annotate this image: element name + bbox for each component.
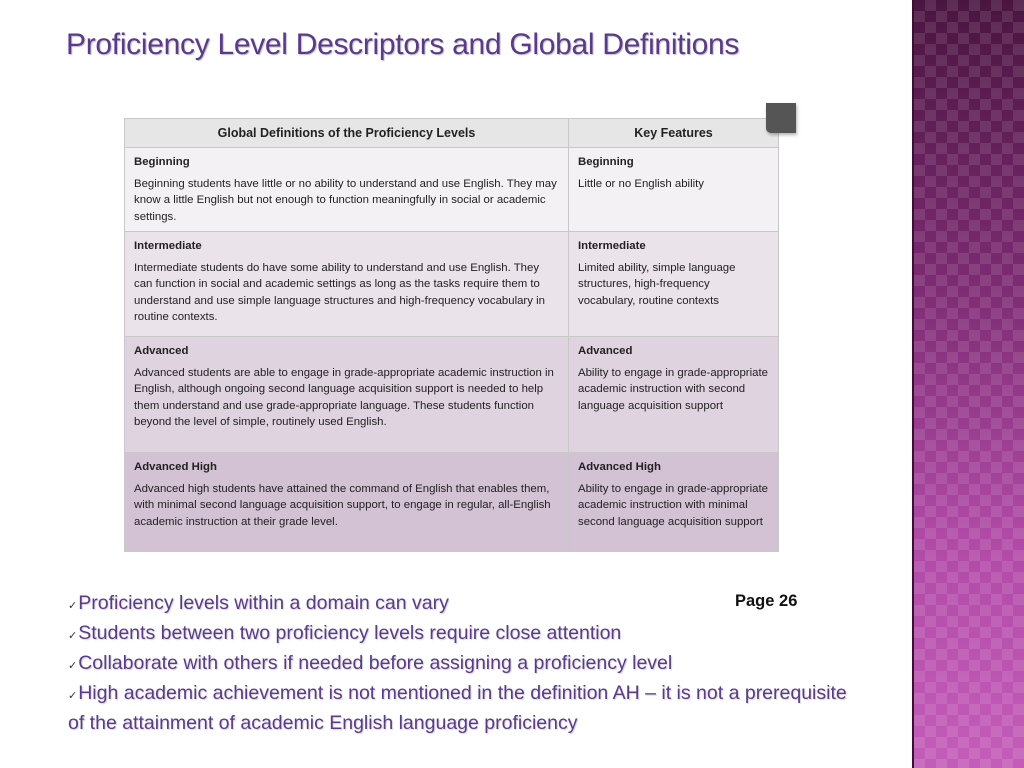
bullet-list [68,590,868,737]
header-key-features: Key Features [569,119,779,148]
table-row [125,148,779,232]
level-name: Advanced High [134,461,217,473]
key-feature-text: Ability to engage in grade-appropriate academic instruction with minimal second language acquisition support [578,482,768,528]
level-definition: Intermediate students do have some ability to understand and use English. They can function in social and academic settings as long as the tasks require them to understand and use simple language structures and high-frequency vocabulary in routine contexts. [134,261,545,323]
check-icon: ✓ [68,600,78,612]
check-icon: ✓ [68,630,78,642]
level-definition: Advanced high students have attained the command of English that enables them, with minimal second language acquisition support, to engage in regular, all-English academic instruction at their grade level. [134,482,551,528]
key-feature-cell [569,337,779,453]
check-icon: ✓ [68,690,78,702]
table-corner-tab [766,103,796,133]
definition-cell [125,232,569,337]
level-name: Intermediate [134,240,202,252]
key-level-name: Beginning [578,156,634,168]
key-feature-text: Limited ability, simple language structures, high-frequency vocabulary, routine contexts [578,261,736,307]
table-header-row [125,119,779,148]
key-feature-text: Ability to engage in grade-appropriate academic instruction with second language acquisition support [578,366,768,412]
level-name: Beginning [134,156,190,168]
definition-cell [125,148,569,232]
bullet-text: Students between two proficiency levels require close attention [78,622,622,644]
bullet-text: Proficiency levels within a domain can vary [78,592,449,614]
level-definition: Beginning students have little or no ability to understand and use English. They may know a little English but not enough to function meaningfully in social or academic settings. [134,177,557,223]
bullet-text: High academic achievement is not mentioned in the definition AH – it is not a prerequisite of the attainment of academic English language proficiency [68,682,847,734]
key-feature-cell [569,232,779,337]
bullet-text: Collaborate with others if needed before assigning a proficiency level [78,652,673,674]
table-row [125,453,779,552]
bullet-item [68,650,868,680]
slide-title: Proficiency Level Descriptors and Global Definitions [66,28,740,61]
table-row [125,232,779,337]
check-icon: ✓ [68,660,78,672]
bullet-item [68,680,868,737]
key-feature-text: Little or no English ability [578,177,704,190]
level-definition: Advanced students are able to engage in grade-appropriate academic instruction in English, although ongoing second language acquisition support is needed to help them understand and use grade-appropriate language. These students function beyond the level of simple, routinely used English. [134,366,554,428]
key-level-name: Advanced High [578,461,661,473]
definition-cell [125,453,569,552]
key-feature-cell [569,453,779,552]
decorative-side-panel [912,0,1024,768]
level-name: Advanced [134,345,189,357]
header-global-definitions: Global Definitions of the Proficiency Levels [125,119,569,148]
bullet-item [68,620,868,650]
key-level-name: Advanced [578,345,633,357]
definition-cell [125,337,569,453]
table-row [125,337,779,453]
key-feature-cell [569,148,779,232]
key-level-name: Intermediate [578,240,646,252]
page-reference: Page 26 [735,592,798,610]
proficiency-definitions-table [124,118,779,552]
